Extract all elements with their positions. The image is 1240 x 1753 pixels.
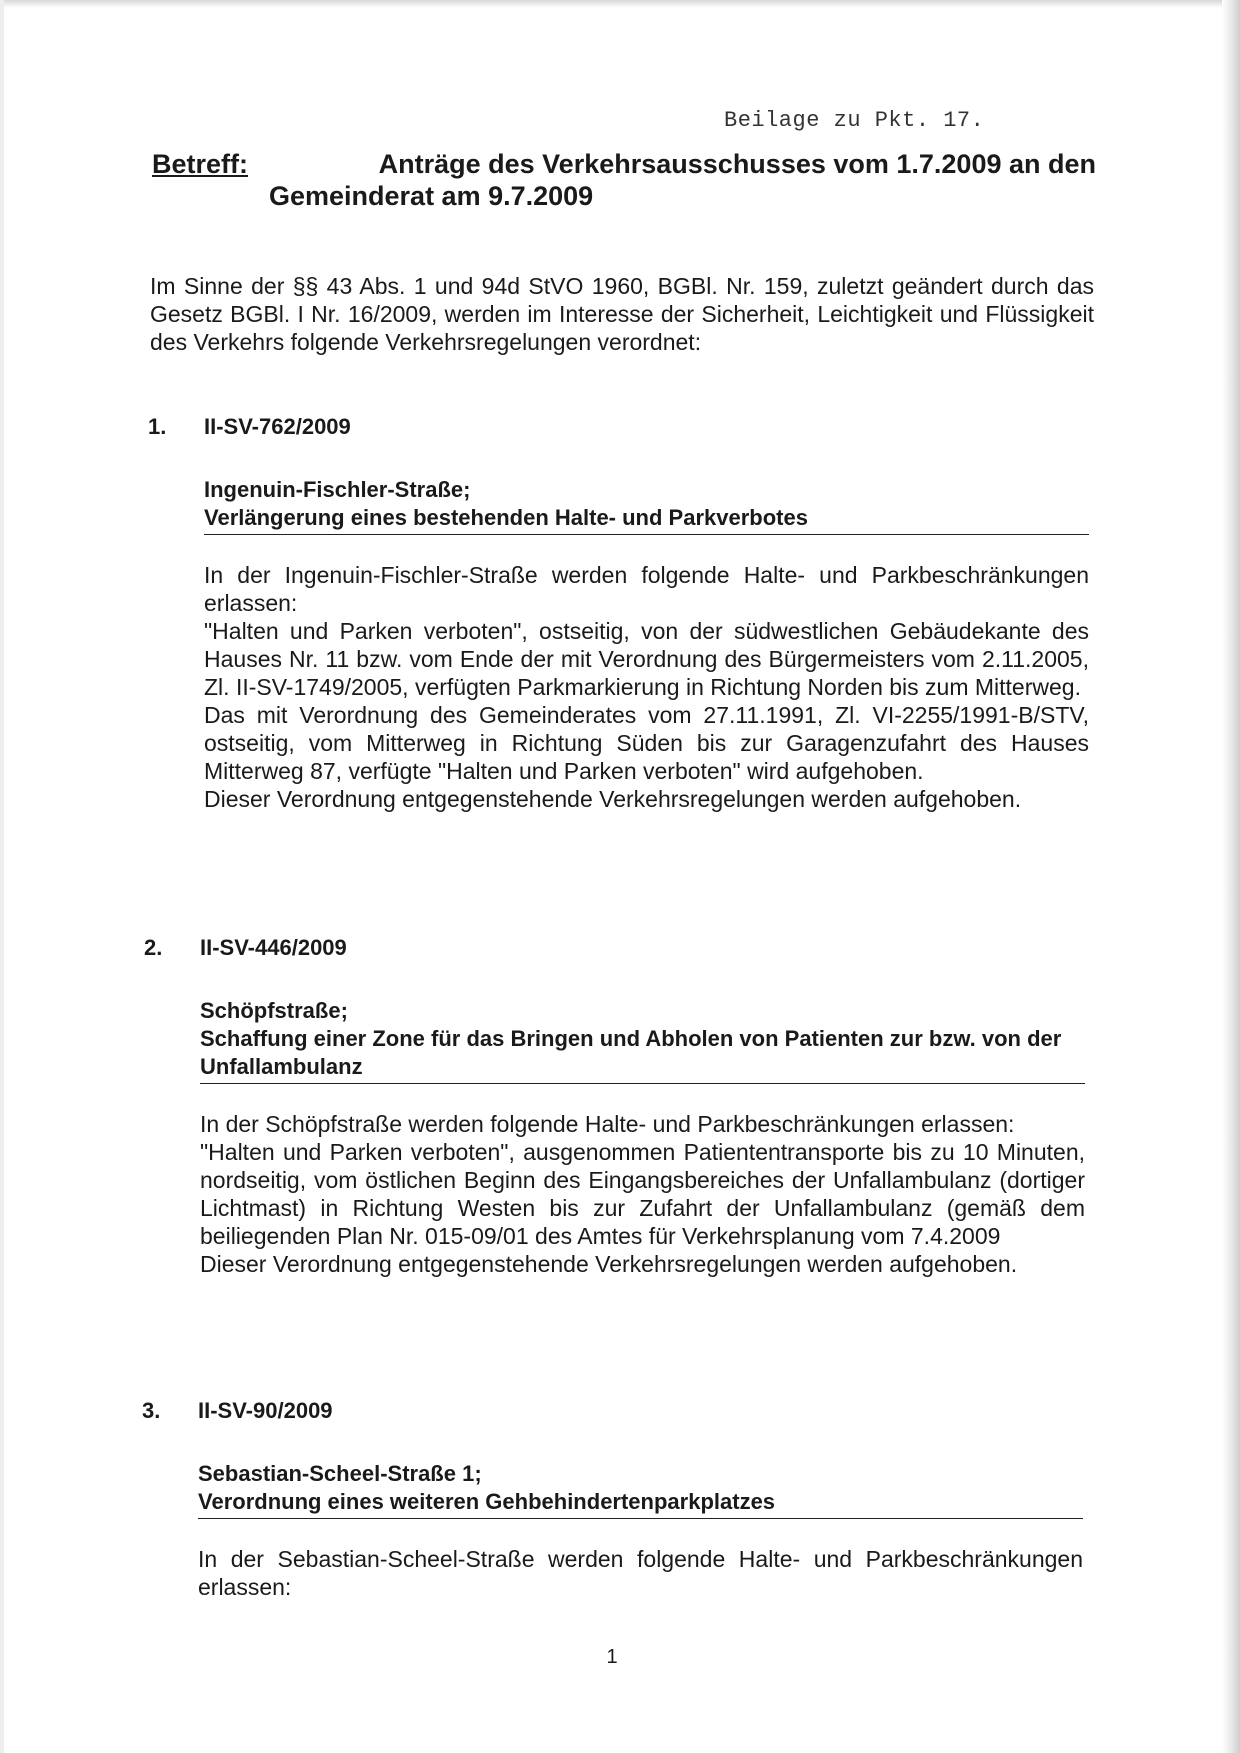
body-paragraph: In der Schöpfstraße werden folgende Halte- und Parkbeschränkungen erlassen: <box>200 1111 1015 1137</box>
measure-title: Verordnung eines weiteren Gehbehindertenparkplatzes <box>198 1489 776 1514</box>
measure-title: Verlängerung eines bestehenden Halte- und Parkverbotes <box>204 505 808 530</box>
body-paragraph: "Halten und Parken verboten", ostseitig, von der südwestlichen Gebäudekante des Hauses Nr. 11 bzw. vom Ende der mit Verordnung des Bürgermeisters vom 2.11.2005, Zl. II-SV-1749/2005, verfügten Parkmarkierung in Richtung Norden bis zum Mitterweg. <box>204 618 1089 700</box>
section-header <box>144 935 1144 961</box>
section-title <box>198 1460 1083 1519</box>
section-header <box>148 414 1148 440</box>
section-number: 1. <box>148 414 167 439</box>
section-content <box>200 997 1085 1278</box>
body-paragraph: Dieser Verordnung entgegenstehende Verkehrsregelungen werden aufgehoben. <box>200 1251 1018 1277</box>
subject-text-1: Anträge des Verkehrsausschusses vom 1.7.2009 an den <box>378 149 1096 179</box>
section-header <box>142 1398 1142 1424</box>
street-name: Ingenuin-Fischler-Straße; <box>204 477 471 502</box>
scan-edge-top <box>0 0 1240 8</box>
section-content <box>198 1460 1083 1601</box>
section-title <box>204 476 1089 535</box>
street-name: Schöpfstraße; <box>200 998 348 1023</box>
section-body <box>200 1110 1085 1278</box>
section-body <box>204 561 1089 813</box>
section-3 <box>142 1398 1142 1601</box>
body-paragraph: In der Sebastian-Scheel-Straße werden folgende Halte- und Parkbeschränkungen erlassen: <box>198 1546 1083 1600</box>
subject-heading <box>152 148 1096 212</box>
body-paragraph: "Halten und Parken verboten", ausgenommen Patiententransporte bis zu 10 Minuten, nordseitig, vom östlichen Beginn des Eingangsbereiches der Unfallambulanz (dortiger Lichtmast) in Richtung Westen bis zur Zufahrt der Unfallambulanz (gemäß dem beiliegenden Plan Nr. 015-09/01 des Amtes für Verkehrsplanung vom 7.4.2009 <box>200 1139 1085 1249</box>
section-content <box>204 476 1089 813</box>
body-paragraph: Das mit Verordnung des Gemeinderates vom 27.11.1991, Zl. VI-2255/1991-B/STV, ostseitig, vom Mitterweg in Richtung Süden bis zur Garagenzufahrt des Hauses Mitterweg 87, verfügte "Halten und Parken verboten" wird aufgehoben. <box>204 702 1089 784</box>
section-1 <box>148 414 1148 813</box>
body-paragraph: Dieser Verordnung entgegenstehende Verkehrsregelungen werden aufgehoben. <box>204 786 1022 812</box>
intro-paragraph: Im Sinne der §§ 43 Abs. 1 und 94d StVO 1960, BGBl. Nr. 159, zuletzt geändert durch das Gesetz BGBl. I Nr. 16/2009, werden im Interesse der Sicherheit, Leichtigkeit und Flüssigkeit des Verkehrs folgende Verkehrsregelungen verordnet: <box>150 273 1094 355</box>
street-name: Sebastian-Scheel-Straße 1; <box>198 1461 482 1486</box>
body-paragraph: In der Ingenuin-Fischler-Straße werden folgende Halte- und Parkbeschränkungen erlassen: <box>204 562 1089 616</box>
page-number: 1 <box>606 1646 618 1668</box>
subject-text-2: Gemeinderat am 9.7.2009 <box>269 181 594 211</box>
attachment-stamp: Beilage zu Pkt. 17. <box>724 108 985 133</box>
section-body <box>198 1545 1083 1601</box>
section-2 <box>144 935 1144 1278</box>
scan-edge-right <box>1222 0 1240 1753</box>
section-code: II-SV-446/2009 <box>200 935 347 960</box>
scan-edge-left <box>0 0 4 1753</box>
section-title <box>200 997 1085 1084</box>
section-code: II-SV-90/2009 <box>198 1398 333 1423</box>
section-code: II-SV-762/2009 <box>204 414 351 439</box>
measure-title: Schaffung einer Zone für das Bringen und Abholen von Patienten zur bzw. von der Unfallambulanz <box>200 1026 1062 1079</box>
subject-label: Betreff: <box>152 149 249 179</box>
section-number: 3. <box>142 1398 161 1423</box>
subject-line-1 <box>152 148 1096 180</box>
section-number: 2. <box>144 935 163 960</box>
